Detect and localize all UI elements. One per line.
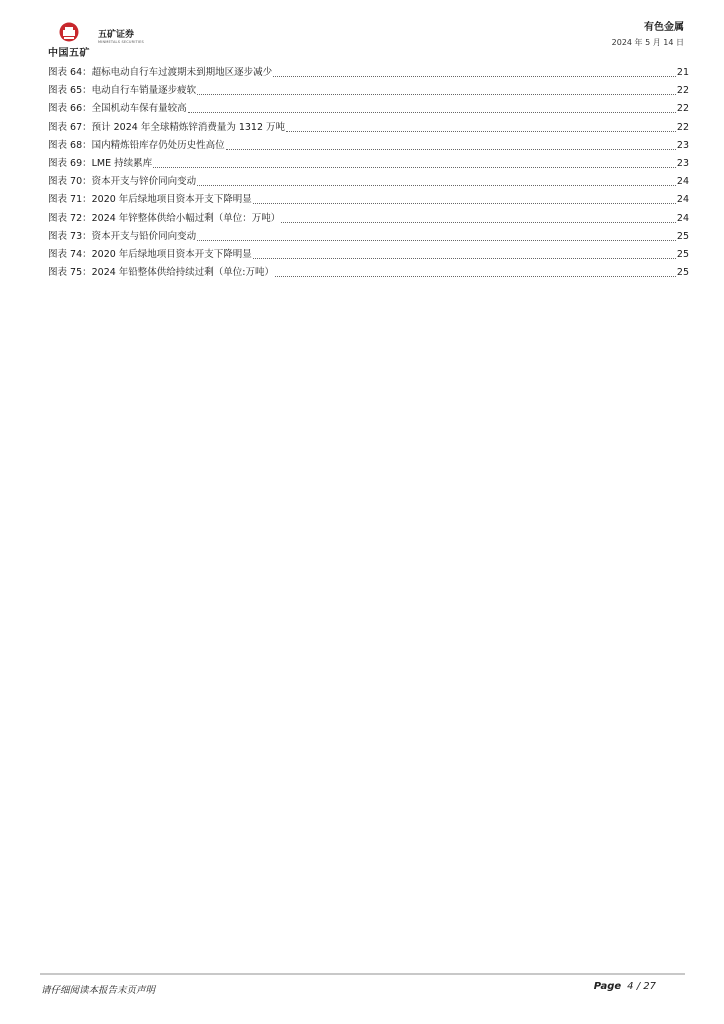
dot-leader <box>281 221 676 223</box>
dot-leader <box>253 257 676 259</box>
toc-title: 电动自行车销量逐步疲软 <box>91 85 197 97</box>
footer-disclaimer: 请仔细阅读本报告末页声明 <box>41 985 156 996</box>
toc-title: 国内精炼铅库存仍处历史性高位 <box>91 139 225 151</box>
dot-leader <box>197 93 676 95</box>
toc-label: 图表 69： <box>48 157 92 169</box>
toc-page-number: 22 <box>676 103 689 115</box>
china-minmetals-logo <box>46 22 92 58</box>
sector-title: 有色金属 <box>644 22 684 33</box>
toc-label: 图表 75： <box>48 267 92 279</box>
toc-page-number: 25 <box>676 248 689 260</box>
toc-label: 图表 65： <box>48 85 92 97</box>
toc-entry[interactable] <box>48 100 689 118</box>
toc-title: 2020 年后绿地项目资本开支下降明显 <box>91 194 252 206</box>
toc-page-number: 22 <box>676 85 689 97</box>
toc-entry[interactable] <box>48 82 689 100</box>
toc-page-number: 25 <box>676 230 689 242</box>
toc-entry[interactable] <box>48 64 689 82</box>
toc-entry[interactable] <box>48 228 689 246</box>
logo-right-en: MINMETALS SECURITIES <box>98 40 144 44</box>
logo-right-name: 五矿证券 <box>98 30 135 40</box>
dot-leader <box>275 275 676 277</box>
toc-entry[interactable] <box>48 210 689 228</box>
dot-leader <box>153 166 676 168</box>
toc-page-number: 23 <box>676 157 689 169</box>
toc-title: 超标电动自行车过渡期未到期地区逐步减少 <box>91 67 273 78</box>
toc-entry[interactable] <box>48 264 689 282</box>
page-word: Page <box>593 981 622 992</box>
dot-leader <box>188 111 676 113</box>
toc-page-number: 24 <box>676 194 689 206</box>
toc-label: 图表 68： <box>48 139 92 151</box>
toc-title: 资本开支与铅价同向变动 <box>91 230 197 242</box>
page-header <box>0 0 724 62</box>
toc-label: 图表 67： <box>48 121 92 133</box>
toc-entry[interactable] <box>48 173 689 191</box>
toc-entry[interactable] <box>48 155 689 173</box>
toc-page-number: 25 <box>676 267 689 279</box>
dot-leader <box>197 239 676 241</box>
toc-entry[interactable] <box>48 191 689 209</box>
toc-title: 预计 2024 年全球精炼锌消费量为 1312 万吨 <box>91 121 286 133</box>
minmetals-securities-logo <box>98 30 158 48</box>
report-date: 2024 年 5 月 14 日 <box>611 38 684 47</box>
toc-label: 图表 73： <box>48 230 92 242</box>
toc-label: 图表 74： <box>48 248 92 260</box>
toc-entry[interactable] <box>48 246 689 264</box>
page-number: 4 / 27 <box>627 981 656 992</box>
minmetals-emblem-icon <box>59 22 79 42</box>
footer-divider <box>40 973 685 975</box>
toc-label: 图表 71： <box>48 194 92 206</box>
dot-leader <box>226 148 676 150</box>
toc-page-number: 24 <box>676 212 689 224</box>
toc-label: 图表 66： <box>48 103 92 115</box>
toc-entry[interactable] <box>48 137 689 155</box>
toc-label: 图表 70： <box>48 176 92 188</box>
toc-title: LME 持续累库 <box>91 157 153 169</box>
figure-index <box>48 64 689 282</box>
toc-title: 资本开支与锌价同向变动 <box>91 176 197 188</box>
dot-leader <box>286 130 676 132</box>
toc-page-number: 23 <box>676 139 689 151</box>
toc-page-number: 22 <box>676 121 689 133</box>
logo-left-text: 中国五矿 <box>48 48 90 59</box>
dot-leader <box>253 202 676 204</box>
toc-title: 2020 年后绿地项目资本开支下降明显 <box>91 248 252 260</box>
dot-leader <box>273 75 676 77</box>
toc-page-number: 21 <box>676 67 689 78</box>
toc-label: 图表 64： <box>48 67 92 78</box>
toc-entry[interactable] <box>48 119 689 137</box>
dot-leader <box>197 184 676 186</box>
toc-label: 图表 72： <box>48 212 92 224</box>
toc-title: 2024 年铅整体供给持续过剩（单位:万吨） <box>91 267 275 279</box>
toc-title: 2024 年锌整体供给小幅过剩（单位：万吨） <box>91 212 281 224</box>
toc-title: 全国机动车保有量较高 <box>91 103 187 115</box>
toc-page-number: 24 <box>676 176 689 188</box>
footer-page-indicator <box>594 981 656 992</box>
